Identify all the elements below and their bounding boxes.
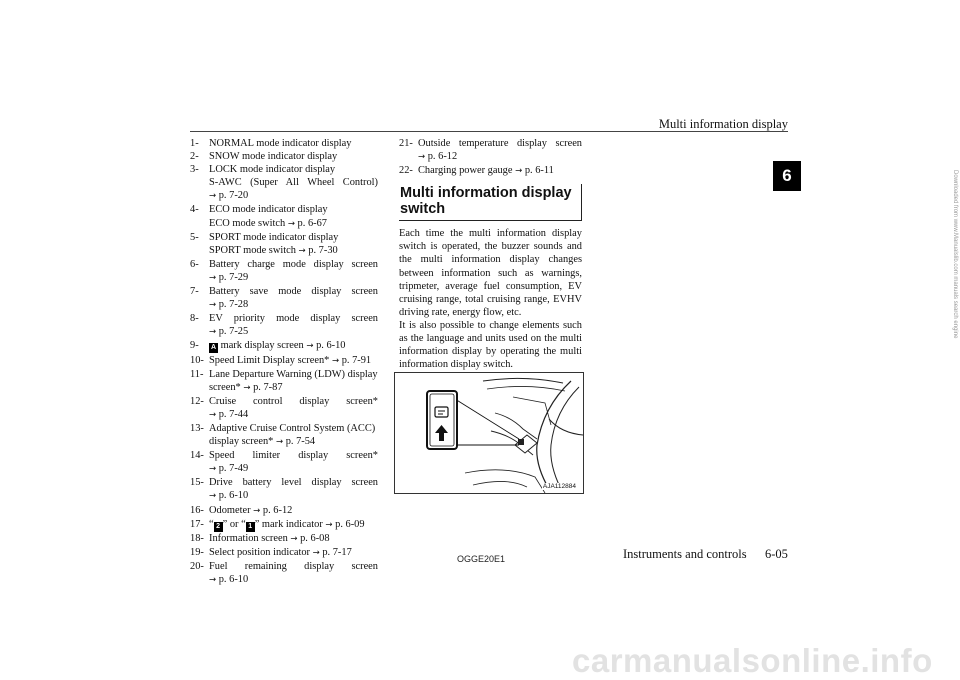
list-item: 2- SNOW mode indicator display: [190, 151, 338, 163]
side-source-url: Downloaded from www.Manualslib.com manuals search engine: [952, 170, 958, 339]
list-item: 9- A mark display screen → p. 6-10: [190, 340, 346, 352]
page-number: 6-05: [765, 547, 788, 561]
list-item: 7- Battery save mode display screen: [190, 286, 378, 298]
footer-section-name: Instruments and controls: [623, 547, 747, 561]
page-reference: → p. 7-49: [209, 463, 249, 475]
list-item: 15- Drive battery level display screen: [190, 477, 378, 489]
page-reference: → p. 6-12: [418, 151, 458, 163]
header-rule: [190, 131, 788, 132]
a-mark-icon: A: [210, 344, 217, 352]
site-watermark: carmanualsonline.info: [572, 642, 933, 679]
page-reference: → p. 7-29: [209, 271, 249, 283]
list-item-subtext: display screen* → p. 7-54: [209, 436, 316, 448]
figure-code: AJA112884: [542, 483, 576, 490]
legend-list-left: [190, 137, 378, 587]
list-item: 17- “ 2 ” or “ 1 ” mark indicator → p. 6-09: [190, 518, 365, 530]
list-item-subtext: screen* → p. 7-87: [209, 381, 283, 393]
list-item: 18- Information screen → p. 6-08: [190, 532, 330, 544]
list-item: 1- NORMAL mode indicator display: [190, 138, 352, 149]
list-item: 8- EV priority mode display screen: [190, 313, 378, 325]
list-item: 16- Odometer → p. 6-12: [190, 504, 293, 516]
page-reference: → p. 7-28: [209, 299, 249, 311]
steering-column-drawing: [395, 373, 583, 493]
page-reference: → p. 7-25: [209, 326, 249, 338]
list-item: 5- SPORT mode indicator display: [190, 231, 339, 243]
list-item: 4- ECO mode indicator display: [190, 204, 328, 216]
switch-illustration: [394, 372, 584, 494]
chapter-tab: 6: [773, 161, 801, 191]
gear-2-mark-icon: 2: [214, 522, 223, 532]
page-reference: → p. 6-10: [209, 490, 249, 502]
body-paragraph: Each time the multi information display switch is operated, the buzzer sounds and the multi information display changes between information such as warnings, tripmeter, average fuel consumption, EV cruising range, total cruising range, EVHV driving rate, energy flow, etc.: [399, 228, 582, 318]
list-item: 22- Charging power gauge → p. 6-11: [399, 165, 554, 177]
page-reference: → p. 7-44: [209, 408, 249, 420]
page-reference: → p. 7-20: [209, 190, 249, 202]
list-item-subtext: S-AWC (Super All Wheel Control): [209, 177, 378, 189]
list-item-subtext: ECO mode switch → p. 6-67: [209, 217, 327, 229]
document-code: OGGE20E1: [457, 554, 506, 564]
running-header-title: Multi information display: [658, 117, 788, 131]
list-item: 14- Speed limiter display screen*: [190, 450, 378, 462]
list-item: 12- Cruise control display screen*: [190, 395, 378, 407]
list-item: 19- Select position indicator → p. 7-17: [190, 546, 352, 558]
list-item-subtext: SPORT mode switch → p. 7-30: [209, 244, 338, 256]
list-item: 20- Fuel remaining display screen: [190, 560, 378, 572]
list-item: 3- LOCK mode indicator display: [190, 164, 336, 176]
section-heading: Multi information display switch: [399, 184, 582, 221]
gear-1-mark-icon: 1: [246, 522, 255, 532]
list-item: 11- Lane Departure Warning (LDW) display: [190, 368, 378, 380]
list-item: 13- Adaptive Cruise Control System (ACC): [190, 422, 376, 434]
body-paragraph: It is also possible to change elements such as the language and units used on the multi information display by operating the multi information display switch.: [399, 319, 582, 371]
list-item: 6- Battery charge mode display screen: [190, 258, 378, 270]
right-column: [399, 137, 582, 371]
list-item: 21- Outside temperature display screen: [399, 138, 582, 149]
list-item: 10- Speed Limit Display screen* → p. 7-91: [190, 354, 372, 366]
page-reference: → p. 6-10: [209, 574, 249, 585]
